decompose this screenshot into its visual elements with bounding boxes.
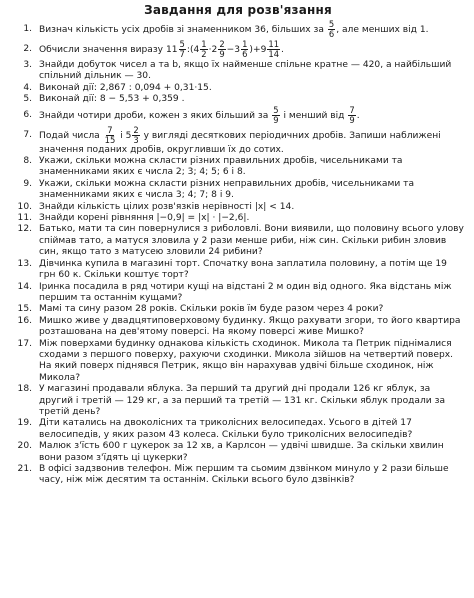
problem-item — [10, 179, 466, 202]
problem-item — [10, 20, 466, 40]
problem-number: 4. — [23, 82, 32, 93]
problem-item — [10, 259, 466, 282]
fraction: $\frac{5}{9}$ — [273, 104, 279, 125]
problem-item — [10, 282, 466, 305]
fraction: $\frac{2}{9}$ — [219, 39, 225, 59]
fraction: $\frac{5}{7}$ — [179, 39, 185, 59]
problem-text: Визнач кількість усіх дробів зі знаменником 36, більших за $\frac{5}{6}$ , але менших від 1. — [39, 19, 429, 39]
problem-item — [10, 418, 466, 441]
problem-item — [10, 106, 466, 126]
fraction: $\frac{7}{15}$ — [104, 124, 116, 145]
problem-item — [10, 126, 466, 156]
problem-text: Мишко живе у двадцятиповерховому будинку. Якщо рахувати згори, то його квартира розташована на дев'ятому поверсі. На якому поверсі живе Мишко? — [39, 315, 461, 338]
fraction: $\frac{11}{14}$ — [268, 39, 280, 59]
problem-item — [10, 464, 466, 487]
problem-text: Подай числа $\frac{7}{15}$ і 5 $\frac{2}{3}$ у вигляді десяткових періодичних дробів. Запиши наближені значення поданих дробів, округливши їх до сотих. — [39, 124, 441, 155]
problem-text: Мамі та сину разом 28 років. Скільки років їм буде разом через 4 роки? — [39, 304, 384, 315]
problem-number: 1. — [23, 24, 32, 34]
problem-text: Знайди корені рівняння |−0,9| = |x| · |−2,6|. — [39, 213, 250, 224]
problem-text: Знайди добуток чисел a та b, якщо їх найменше спільне кратне — 420, а найбільший спільний дільник — 30. — [39, 60, 452, 82]
fraction: $\frac{1}{2}$ — [201, 39, 207, 59]
problem-text: Іринка посадила в ряд чотири кущі на відстані 2 м один від одного. Яка відстань між першим та останнім кущами? — [39, 281, 452, 303]
problem-text: Батько, мати та син повернулися з риболовлі. Вони виявили, що половину всього улову спіймав тато, а матуся зловила у 2 рази менше риби, ніж син. Скільки рибин зловив син, якщо тато з матусею зловили 24 рибини? — [39, 224, 464, 258]
problem-number: 16. — [17, 315, 32, 326]
problem-number: 7. — [23, 129, 32, 140]
problem-item — [10, 83, 466, 94]
problem-number: 21. — [17, 464, 32, 474]
problem-item — [10, 202, 466, 213]
problem-number: 11. — [17, 213, 32, 224]
problem-number: 14. — [17, 281, 32, 292]
problem-text: Знайди чотири дроби, кожен з яких більший за $\frac{5}{9}$ і менший від $\frac{7}{9}$ . — [39, 104, 360, 125]
problem-text: Знайди кількість цілих розв'язків нерівності |x| < 14. — [39, 201, 295, 212]
problem-item — [10, 60, 466, 83]
problem-text: Виконай дії: 2,867 : 0,094 + 0,31·15. — [39, 82, 212, 93]
fraction: $\frac{1}{6}$ — [242, 39, 248, 59]
problem-text: Обчисли значення виразу 11 $\frac{5}{7}$ :(4 $\frac{1}{2}$ ·2 $\frac{2}{9}$ −3 $\frac{1}{6}$ )+9 $\frac{11}{14}$ . — [39, 39, 284, 59]
problem-text: У магазині продавали яблука. За перший та другий дні продали 126 кг яблук, за другий і третій — 129 кг, а за перший та третій — 131 кг. Скільки яблук продали за третій день? — [39, 384, 446, 417]
problem-item — [10, 304, 466, 315]
problem-item — [10, 224, 466, 258]
problem-number: 3. — [23, 60, 32, 70]
problem-number: 5. — [23, 94, 32, 105]
fraction: $\frac{7}{9}$ — [349, 104, 355, 125]
problem-number: 8. — [23, 156, 32, 167]
problem-item — [10, 156, 466, 179]
problem-number: 12. — [17, 224, 32, 235]
problem-item — [10, 384, 466, 418]
problem-text: Укажи, скільки можна скласти різних правильних дробів, чисельниками та знаменниками яких є числа 2; 3; 4; 5; 6 і 8. — [39, 156, 403, 178]
problem-item — [10, 316, 466, 339]
problem-text: Між поверхами будинку однакова кількість сходинок. Микола та Петрик піднімалися сходами з першого поверху, рахуючи сходинки. Микола зійшов на четвертий поверх. На який поверх піднявся Петрик, якщо він нарахував удвічі більше сходинок, ніж Микола? — [39, 338, 454, 383]
problem-number: 18. — [17, 384, 32, 395]
problem-number: 13. — [17, 258, 32, 269]
problem-text: Діти катались на двоколісних та триколісних велосипедах. Усього в дітей 17 велосипедів, у яких разом 43 колеса. Скільки було триколісних велосипедів? — [39, 418, 413, 440]
fraction: $\frac{5}{6}$ — [328, 19, 335, 39]
problem-text: Укажи, скільки можна скласти різних неправильних дробів, чисельниками та знаменниками яких є числа 3; 4; 7; 8 і 9. — [39, 178, 415, 201]
problem-text: Малюк з'їсть 600 г цукерок за 12 хв, а Карлсон — удвічі швидше. За скільки хвилин вони разом з'їдять ці цукерки? — [39, 441, 444, 463]
problem-number: 10. — [17, 201, 32, 212]
problem-list — [10, 20, 466, 487]
problem-number: 6. — [23, 109, 32, 120]
problem-item — [10, 213, 466, 224]
problem-item — [10, 40, 466, 60]
problem-item — [10, 441, 466, 464]
problem-text: В офісі задзвонив телефон. Між першим та сьомим дзвінком минуло у 2 рази більше часу, ніж між десятим та останнім. Скільки всього було дзвінків? — [39, 464, 449, 486]
problem-number: 17. — [17, 338, 32, 349]
problem-number: 2. — [23, 44, 32, 54]
problem-text: Дівчинка купила в магазині торт. Спочатку вона заплатила половину, а потім ще 19 грн 60 к. Скільки коштує торт? — [39, 258, 447, 281]
fraction: $\frac{2}{3}$ — [133, 124, 139, 145]
problem-number: 15. — [17, 304, 32, 315]
problem-item — [10, 94, 466, 105]
problem-number: 19. — [17, 418, 32, 429]
problem-item — [10, 339, 466, 385]
problem-text: Виконай дії: 8 − 5,53 + 0,359 . — [39, 94, 185, 105]
problem-number: 9. — [23, 178, 32, 189]
problem-number: 20. — [17, 441, 32, 452]
page-title: Завдання для розв'язання — [144, 3, 332, 17]
